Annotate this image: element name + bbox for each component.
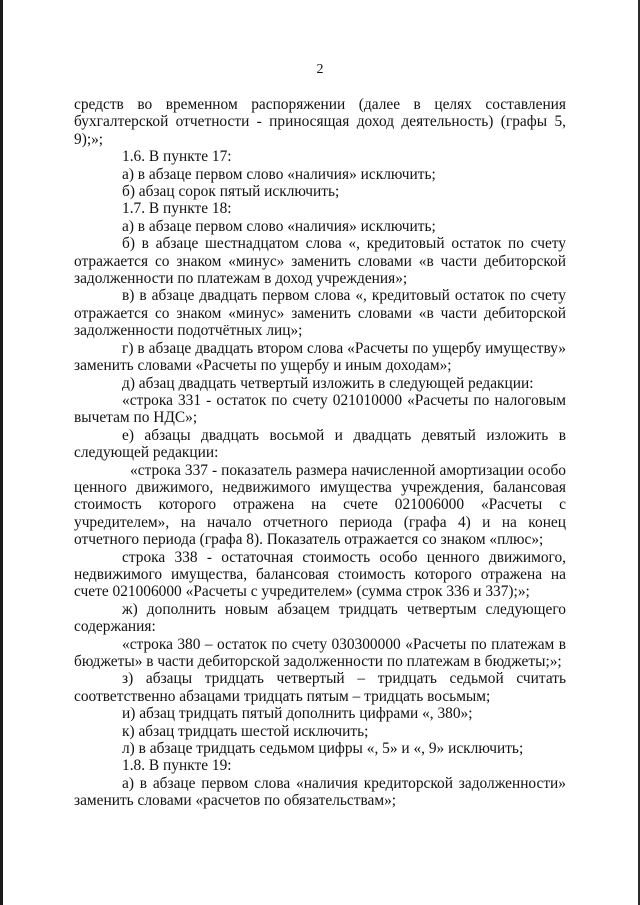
paragraph: б) в абзаце шестнадцатом слова «, кредитовый остаток по счету отражается со знаком «минус» заменить словами «в части дебиторской задолженности по платежам в доход учреждения»;	[74, 235, 566, 288]
paragraph: ж) дополнить новым абзацем тридцать четвертым следующего содержания:	[74, 600, 566, 636]
paragraph: строка 338 - остаточная стоимость особо ценного движимого, недвижимого имущества, балансовая стоимость которого отражена на счете 021006000 «Расчеты с учредителем» (сумма строк 336 и 337);»;	[74, 548, 566, 601]
paragraph: и) абзац тридцать пятый дополнить цифрами «, 380»;	[122, 705, 473, 723]
document-body	[74, 96, 566, 810]
paragraph: а) в абзаце первом слова «наличия кредиторской задолженности» заменить словами «расчетов по обязательствам»;	[74, 774, 566, 810]
paragraph: д) абзац двадцать четвертый изложить в следующей редакции:	[122, 374, 534, 392]
paragraph: 1.7. В пункте 18:	[122, 200, 232, 218]
paragraph: г) в абзаце двадцать втором слова «Расчеты по ущербу имуществу» заменить словами «Расчеты по ущербу и иным доходам»;	[74, 339, 566, 375]
paragraph: е) абзацы двадцать восьмой и двадцать девятый изложить в следующей редакции:	[74, 426, 566, 462]
paragraph: а) в абзаце первом слово «наличия» исключить;	[122, 165, 436, 183]
scan-left-edge	[0, 0, 3, 905]
paragraph: «строка 331 - остаток по счету 021010000 «Расчеты по налоговым вычетам по НДС»;	[74, 391, 566, 427]
paragraph: в) в абзаце двадцать первом слова «, кредитовый остаток по счету отражается со знаком «минус» заменить словами «в части дебиторской задолженности подотчётных лиц»;	[74, 287, 566, 340]
paragraph: з) абзацы тридцать четвертый – тридцать седьмой считать соответственно абзацами тридцать пятым – тридцать восьмым;	[74, 670, 566, 705]
paragraph: б) абзац сорок пятый исключить;	[122, 183, 340, 201]
paragraph: 1.8. В пункте 19:	[122, 757, 232, 775]
page-number: 2	[316, 62, 324, 77]
paragraph: средств во временном распоряжении (далее в целях составления бухгалтерской отчетности - приносящая доход деятельность) (графы 5, 9);»;	[74, 96, 566, 148]
paragraph: 1.6. В пункте 17:	[122, 148, 232, 166]
paragraph: а) в абзаце первом слово «наличия» исключить;	[122, 217, 436, 235]
paragraph: к) абзац тридцать шестой исключить;	[122, 722, 369, 740]
paragraph: л) в абзаце тридцать седьмом цифры «, 5» и «, 9» исключить;	[122, 740, 524, 758]
paragraph: «строка 380 – остаток по счету 030300000 «Расчеты по платежам в бюджеты» в части дебиторской задолженности по платежам в бюджеты;»;	[74, 635, 566, 670]
paragraph: «строка 337 - показатель размера начисленной амортизации особо ценного движимого, недвижимого имущества учреждения, балансовая стоимость которого отражена на счете 021006000 «Расчеты с учредителем», на начало отчетного периода (графа 4) и на конец отчетного периода (графа 8). Показатель отражается со знаком «плюс»;	[74, 461, 566, 549]
